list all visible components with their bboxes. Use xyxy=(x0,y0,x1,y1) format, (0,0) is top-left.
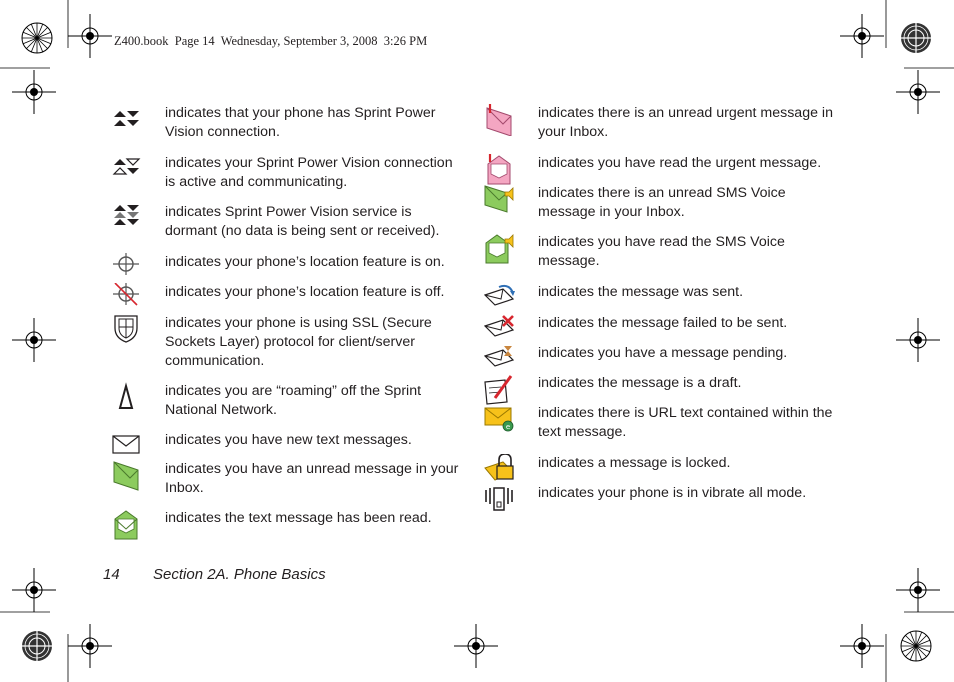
unread-urgent-message-icon xyxy=(483,104,515,136)
ssl-shield-icon xyxy=(110,314,142,346)
url-message-icon xyxy=(483,404,515,436)
svg-text:e: e xyxy=(505,423,511,431)
message-failed-icon xyxy=(483,314,515,346)
read-urgent-message-icon xyxy=(483,154,515,186)
unread-message-icon xyxy=(110,460,142,492)
print-header: Z400.book Page 14 Wednesday, September 3, 2008 3:26 PM xyxy=(114,34,428,48)
message-draft-icon xyxy=(483,374,515,406)
read-message-icon xyxy=(110,509,142,541)
page-number: 14 xyxy=(103,566,120,583)
manual-page: Z400.book Page 14 Wednesday, September 3, 2008 3:26 PM indicates that your phone has Sprint Power Vision connection. indicates your Sprint Power Vision connection is active and communicating. indicates Sprint Power Vision service is dormant (no data is being sent or received). indicates your phone’s location feature is on. indicates your phone’s location feature is off. indicates your phone is using SSL (Secure Sockets Layer) protocol for client/server communication. indicates you are “roaming” off the Sprint National Network. indicates you have new text messages. indicates you have an unread message in your Inbox. indicates the text message has been read. indicates there is an unread urgent message in your Inbox. indicates you have read the urgent message. indicates there is an unread SMS Voice message in your Inbox. indicates you have read the SMS Voice message. indicates the message was sent. indicates the message failed to be sent. indicates you have a message pending. indicates the message is a draft. e indicates there is URL text contained within the text message. indicates a message is locked. indicates your phone is in vibrate all mode. 14 Section 2A. Phone Basics xyxy=(0,0,954,682)
location-on-icon xyxy=(110,253,142,285)
power-vision-dormant-icon xyxy=(110,203,142,235)
message-sent-icon xyxy=(483,283,515,315)
roaming-icon xyxy=(110,382,142,414)
sprint-power-vision-icon xyxy=(110,104,142,136)
power-vision-active-icon xyxy=(110,154,142,186)
section-title: Section 2A. Phone Basics xyxy=(153,566,326,583)
message-pending-icon xyxy=(483,344,515,376)
new-text-message-icon xyxy=(110,431,142,463)
unread-sms-voice-icon xyxy=(483,184,515,216)
location-off-icon xyxy=(110,283,142,315)
vibrate-mode-icon xyxy=(483,484,515,516)
read-sms-voice-icon xyxy=(483,233,515,265)
message-locked-icon xyxy=(483,454,515,486)
